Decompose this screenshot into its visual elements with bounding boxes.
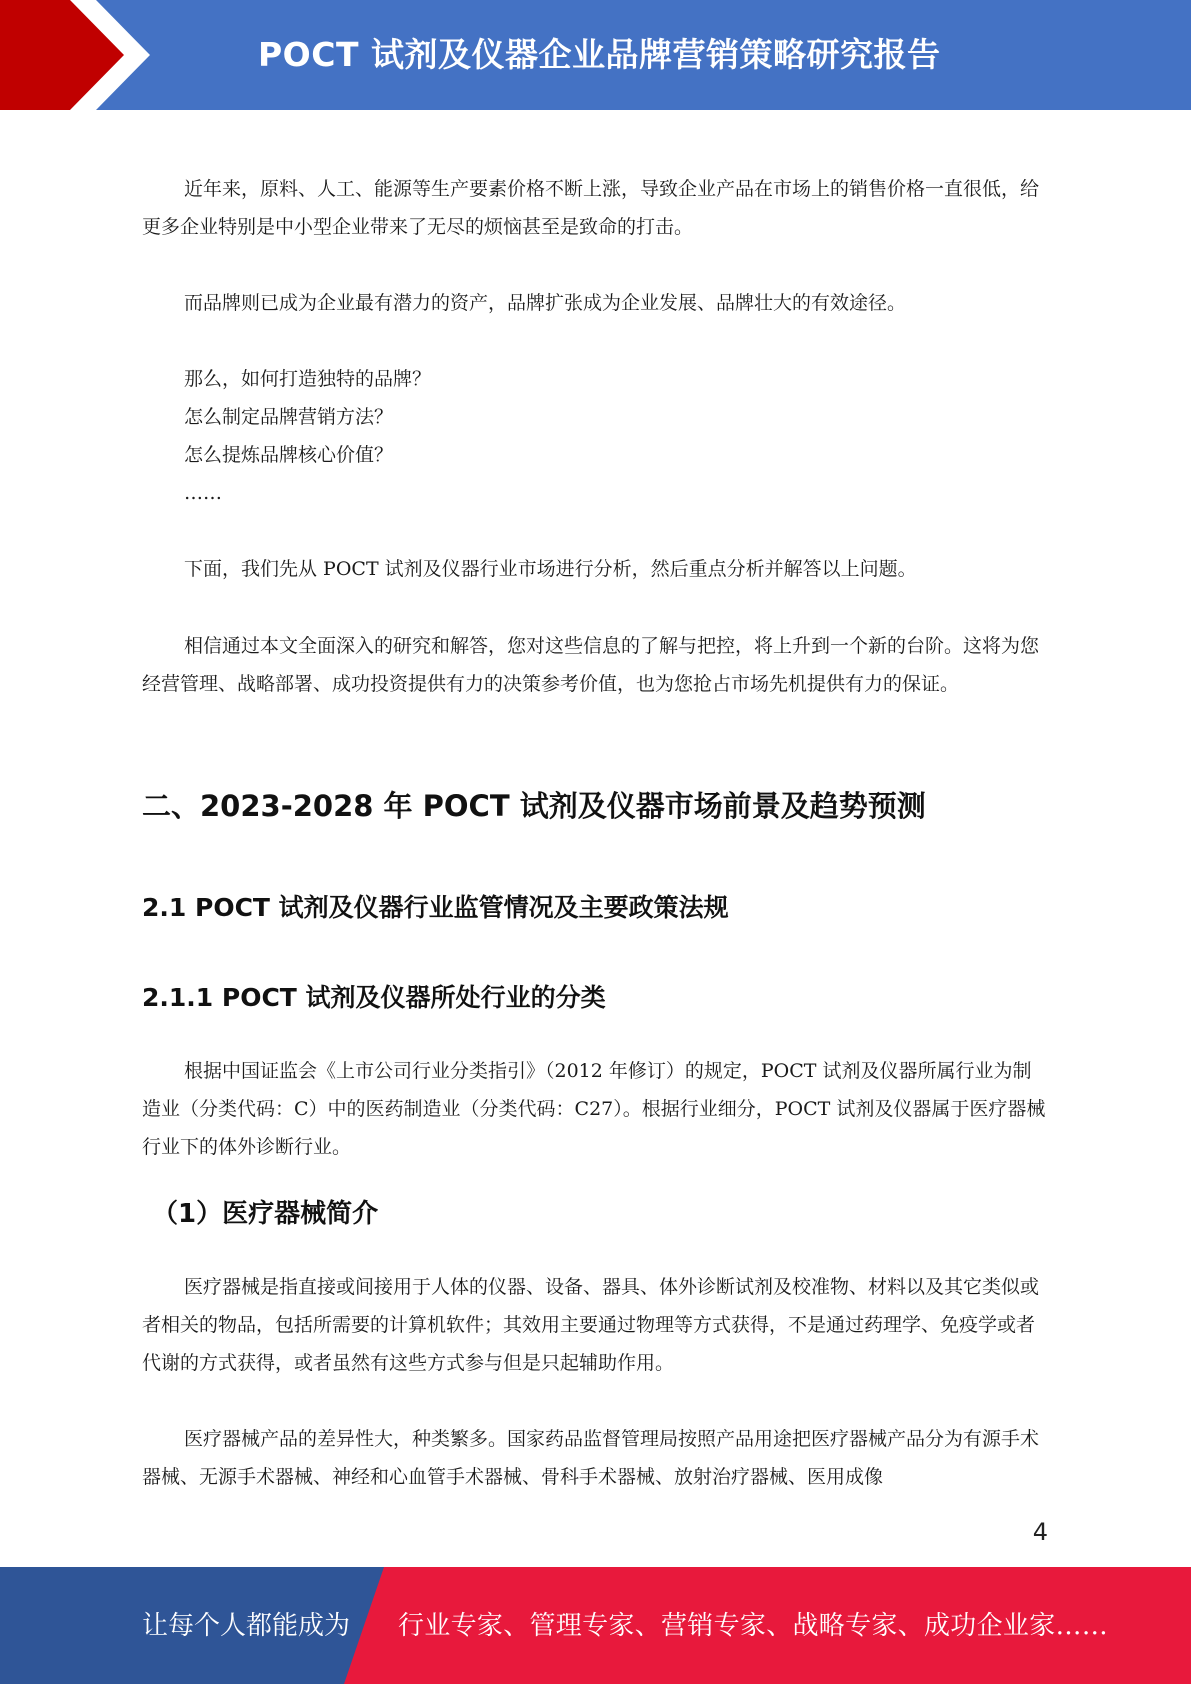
footer-slogan-left: 让每个人都能成为 xyxy=(142,1611,351,1641)
analysis-paragraph: 下面，我们先从 POCT 试剂及仪器行业市场进行分析，然后重点分析并解答以上问题。 xyxy=(184,558,917,580)
device-categories-paragraph: 医疗器械产品的差异性大，种类繁多。国家药品监督管理局按照产品用途把医疗器械产品分为有源手术器械、无源手术器械、神经和心血管手术器械、骨科手术器械、放射治疗器械、医用成像 xyxy=(142,1428,1040,1488)
page-footer xyxy=(0,1567,1191,1684)
device-intro-heading: （1）医疗器械简介 xyxy=(152,1199,379,1229)
question-line-2: 怎么制定品牌营销方法？ xyxy=(184,406,394,428)
device-definition-paragraph: 医疗器械是指直接或间接用于人体的仪器、设备、器具、体外诊断试剂及校准物、材料以及其它类似或者相关的物品，包括所需要的计算机软件；其效用主要通过物理等方式获得，不是通过药理学、免疫学或者代谢的方式获得，或者虽然有这些方式参与但是只起辅助作用。 xyxy=(142,1276,1040,1374)
classification-paragraph: 根据中国证监会《上市公司行业分类指引》（2012 年修订）的规定，POCT 试剂及仪器所属行业为制造业（分类代码：C）中的医药制造业（分类代码：C27）。根据行业细分，POCT 试剂及仪器属于医疗器械行业下的体外诊断行业。 xyxy=(142,1060,1046,1158)
ellipsis-line: …… xyxy=(184,482,222,504)
section-heading: 二、2023-2028 年 POCT 试剂及仪器市场前景及趋势预测 xyxy=(142,789,926,823)
intro-paragraph: 近年来，原料、人工、能源等生产要素价格不断上涨，导致企业产品在市场上的销售价格一直很低，给更多企业特别是中小型企业带来了无尽的烦恼甚至是致命的打击。 xyxy=(142,178,1040,238)
header-title: POCT 试剂及仪器企业品牌营销策略研究报告 xyxy=(258,35,941,74)
sub-subsection-heading: 2.1.1 POCT 试剂及仪器所处行业的分类 xyxy=(142,983,606,1012)
subsection-heading: 2.1 POCT 试剂及仪器行业监管情况及主要政策法规 xyxy=(142,893,729,922)
question-line-3: 怎么提炼品牌核心价值？ xyxy=(184,444,394,466)
footer-slogan-right: 行业专家、管理专家、营销专家、战略专家、成功企业家…… xyxy=(398,1611,1109,1641)
brand-paragraph: 而品牌则已成为企业最有潜力的资产，品牌扩张成为企业发展、品牌壮大的有效途径。 xyxy=(184,292,907,314)
value-paragraph: 相信通过本文全面深入的研究和解答，您对这些信息的了解与把控，将上升到一个新的台阶。这将为您经营管理、战略部署、成功投资提供有力的决策参考价值，也为您抢占市场先机提供有力的保证。 xyxy=(142,635,1040,695)
header-arrow-decoration xyxy=(0,0,160,110)
page-header xyxy=(0,0,1191,110)
question-line-1: 那么，如何打造独特的品牌？ xyxy=(184,368,432,390)
page-number: 4 xyxy=(1032,1518,1048,1546)
